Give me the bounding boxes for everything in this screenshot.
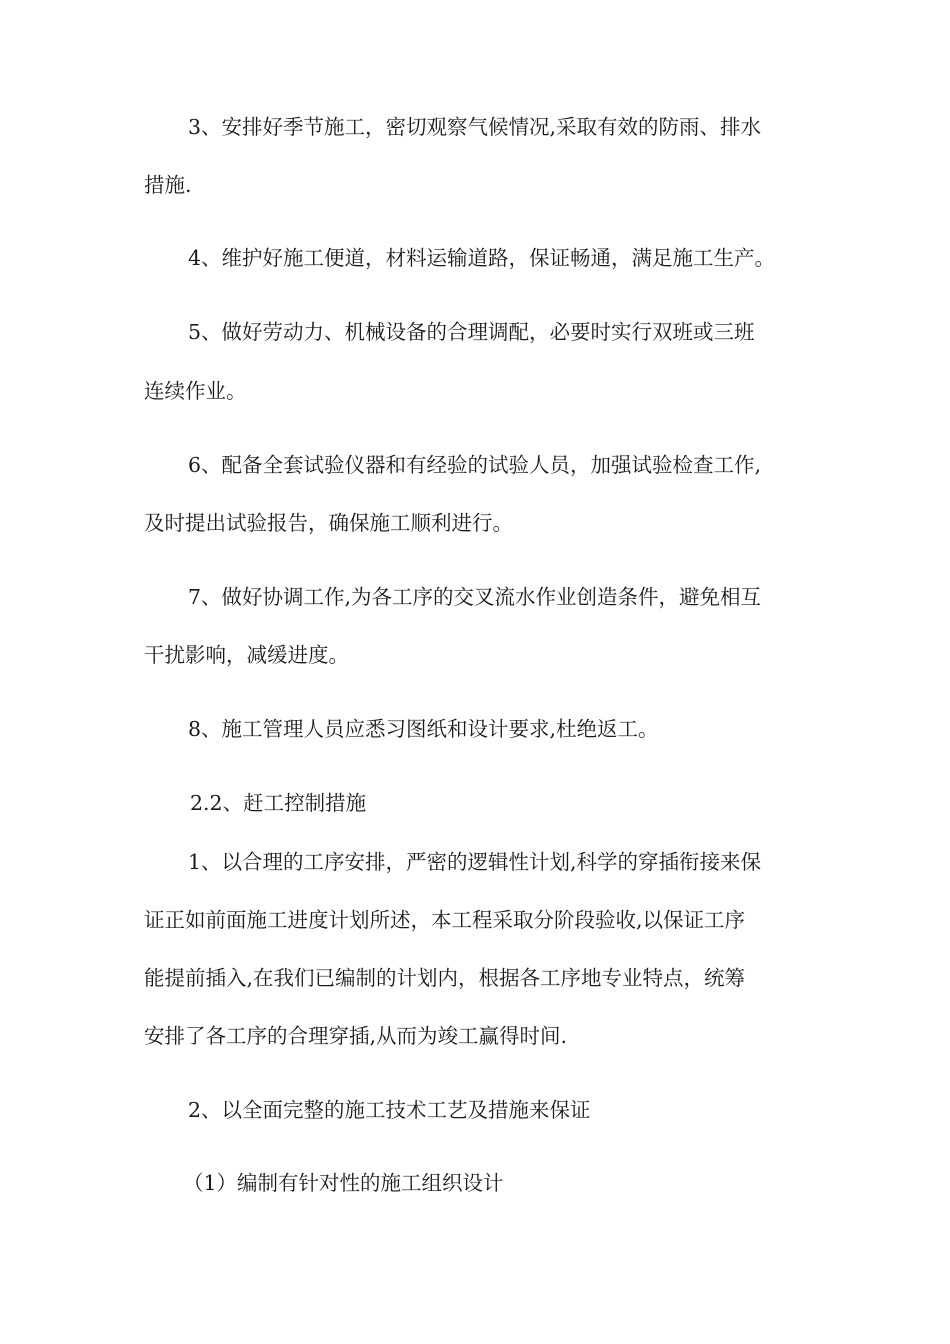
paragraph-3-line-1: 3、安排好季节施工，密切观察气候情况,采取有效的防雨、排水 [188, 115, 762, 139]
paragraph-7-line-2: 干扰影响，减缓进度。 [144, 643, 349, 667]
paragraph-5-line-2: 连续作业。 [144, 379, 247, 403]
paragraph-4-line-1: 4、维护好施工便道，材料运输道路，保证畅通，满足施工生产。 [188, 246, 776, 270]
section-item-1-line-3: 能提前插入,在我们已编制的计划内，根据各工序地专业特点，统筹 [144, 966, 746, 990]
paragraph-6-line-2: 及时提出试验报告，确保施工顺利进行。 [144, 511, 513, 535]
paragraph-6-line-1: 6、配备全套试验仪器和有经验的试验人员，加强试验检查工作, [188, 453, 762, 477]
paragraph-3-line-2: 措施. [144, 173, 192, 197]
paragraph-5-line-1: 5、做好劳动力、机械设备的合理调配，必要时实行双班或三班 [188, 320, 755, 344]
section-item-2-line-1: 2、以全面完整的施工技术工艺及措施来保证 [188, 1098, 591, 1122]
paragraph-7-line-1: 7、做好协调工作,为各工序的交叉流水作业创造条件，避免相互 [188, 585, 762, 609]
section-item-1-line-4: 安排了各工序的合理穿插,从而为竣工赢得时间. [144, 1024, 568, 1048]
section-subitem-1-line-1: （1）编制有针对性的施工组织设计 [183, 1171, 504, 1195]
section-item-1-line-2: 证正如前面施工进度计划所述，本工程采取分阶段验收,以保证工序 [144, 908, 746, 932]
section-heading-2-2: 2.2、赶工控制措施 [190, 791, 367, 815]
paragraph-8-line-1: 8、施工管理人员应悉习图纸和设计要求,杜绝返工。 [188, 717, 659, 741]
section-item-1-line-1: 1、以合理的工序安排，严密的逻辑性计划,科学的穿插衔接来保 [188, 850, 762, 874]
